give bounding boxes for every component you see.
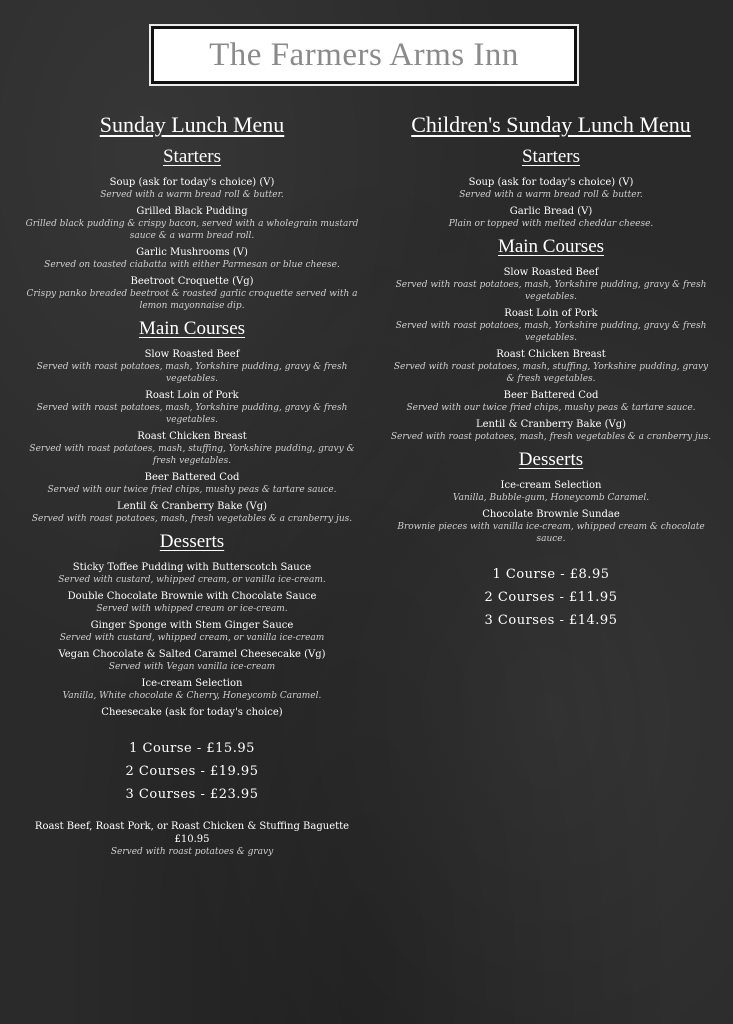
menu-item [390,176,712,201]
menu-item [390,266,712,303]
item-name: Chocolate Brownie Sundae [482,509,620,520]
section-heading-desserts: Desserts [159,531,225,552]
item-description: Served with roast potatoes, mash, fresh vegetables & a cranberry jus. [390,432,712,442]
price-list [390,563,712,632]
price-line: 3 Courses - £14.95 [484,613,618,628]
item-description: Served with custard, whipped cream, or vanilla ice-cream. [58,575,326,585]
item-name: Vegan Chocolate & Salted Caramel Cheesecake (Vg) [58,649,326,660]
menu-item [22,648,362,673]
item-description: Vanilla, White chocolate & Cherry, Honeycomb Caramel. [62,691,322,701]
baguette-description: Served with roast potatoes & gravy [110,847,274,857]
price-line: 3 Courses - £23.95 [125,787,259,802]
menu-item [22,348,362,385]
menu-item [22,246,362,271]
menu-item [390,307,712,344]
price-line: 1 Course - £8.95 [492,567,610,582]
menu-item [22,590,362,615]
menu-title: Children's Sunday Lunch Menu [411,112,691,137]
item-name: Beer Battered Cod [503,390,599,401]
item-name: Roast Chicken Breast [137,431,247,442]
item-name: Beetroot Croquette (Vg) [130,276,254,287]
menu-item [390,348,712,385]
item-name: Ginger Sponge with Stem Ginger Sauce [90,620,294,631]
item-description: Served with a warm bread roll & butter. [459,190,643,200]
item-name: Double Chocolate Brownie with Chocolate Sauce [67,591,317,602]
baguette-price: £10.95 [174,834,210,845]
menu-item [22,275,362,312]
item-name: Lentil & Cranberry Bake (Vg) [475,419,627,430]
baguette-name: Roast Beef, Roast Pork, or Roast Chicken & Stuffing Baguette [34,821,350,832]
item-name: Cheesecake (ask for today's choice) [101,707,283,718]
price-line: 2 Courses - £19.95 [125,764,259,779]
menu-item [390,479,712,504]
item-description: Plain or topped with melted cheddar cheese. [448,219,654,229]
item-description: Served with Vegan vanilla ice-cream [108,662,276,672]
item-description: Served with roast potatoes, mash, Yorkshire pudding, gravy & fresh vegetables. [395,280,707,302]
item-description: Served with whipped cream or ice-cream. [96,604,288,614]
item-name: Sticky Toffee Pudding with Butterscotch Sauce [72,562,312,573]
item-description: Served with a warm bread roll & butter. [100,190,284,200]
item-name: Lentil & Cranberry Bake (Vg) [116,501,268,512]
item-name: Beer Battered Cod [144,472,240,483]
menu-item [22,561,362,586]
menu-item [22,706,362,719]
price-line: 1 Course - £15.95 [129,741,255,756]
item-name: Roast Chicken Breast [496,349,606,360]
menu-item [390,389,712,414]
baguette-item [22,820,362,858]
menu-item [390,205,712,230]
item-name: Slow Roasted Beef [503,267,599,278]
item-description: Served with roast potatoes, mash, Yorkshire pudding, gravy & fresh vegetables. [36,403,348,425]
item-description: Brownie pieces with vanilla ice-cream, whipped cream & chocolate sauce. [397,522,705,544]
item-description: Served with roast potatoes, mash, stuffing, Yorkshire pudding, gravy & fresh vegetables. [29,444,355,466]
item-description: Served on toasted ciabatta with either Parmesan or blue cheese. [44,260,340,270]
item-name: Roast Loin of Pork [145,390,239,401]
item-name: Slow Roasted Beef [144,349,240,360]
menu-title: Sunday Lunch Menu [99,112,285,137]
menu-item [390,508,712,545]
page-title: The Farmers Arms Inn [209,36,519,73]
menu-item [22,619,362,644]
item-name: Garlic Mushrooms (V) [136,247,248,258]
section-heading-main-courses: Main Courses [138,318,246,339]
item-description: Served with custard, whipped cream, or vanilla ice-cream [59,633,325,643]
menu-item [22,471,362,496]
item-description: Served with our twice fried chips, mushy peas & tartare sauce. [47,485,337,495]
item-description: Served with roast potatoes, mash, fresh vegetables & a cranberry jus. [31,514,353,524]
menu-item [22,205,362,242]
item-description: Crispy panko breaded beetroot & roasted garlic croquette served with a lemon mayonnaise dip. [26,289,358,311]
item-name: Roast Loin of Pork [504,308,598,319]
menu-item [390,418,712,443]
sunday-lunch-menu-column [22,112,362,862]
section-heading-desserts: Desserts [518,449,584,470]
item-name: Ice-cream Selection [141,678,243,689]
section-heading-main-courses: Main Courses [497,236,605,257]
item-name: Grilled Black Pudding [136,206,248,217]
item-description: Served with our twice fried chips, mushy peas & tartare sauce. [406,403,696,413]
menu-item [22,677,362,702]
item-description: Vanilla, Bubble-gum, Honeycomb Caramel. [452,493,650,503]
price-line: 2 Courses - £11.95 [484,590,618,605]
menu-item [22,500,362,525]
menu-item [22,389,362,426]
item-name: Soup (ask for today's choice) (V) [468,177,634,188]
item-name: Soup (ask for today's choice) (V) [109,177,275,188]
section-heading-starters: Starters [162,146,222,167]
price-list [22,737,362,806]
item-description: Served with roast potatoes, mash, Yorkshire pudding, gravy & fresh vegetables. [395,321,707,343]
childrens-menu-column [390,112,712,632]
item-description: Grilled black pudding & crispy bacon, served with a wholegrain mustard sauce & a warm bread roll. [25,219,359,241]
menu-item [22,430,362,467]
item-name: Garlic Bread (V) [509,206,593,217]
title-box [151,26,577,84]
item-description: Served with roast potatoes, mash, Yorkshire pudding, gravy & fresh vegetables. [36,362,348,384]
menu-item [22,176,362,201]
item-name: Ice-cream Selection [500,480,602,491]
section-heading-starters: Starters [521,146,581,167]
item-description: Served with roast potatoes, mash, stuffing, Yorkshire pudding, gravy & fresh vegetables. [393,362,709,384]
